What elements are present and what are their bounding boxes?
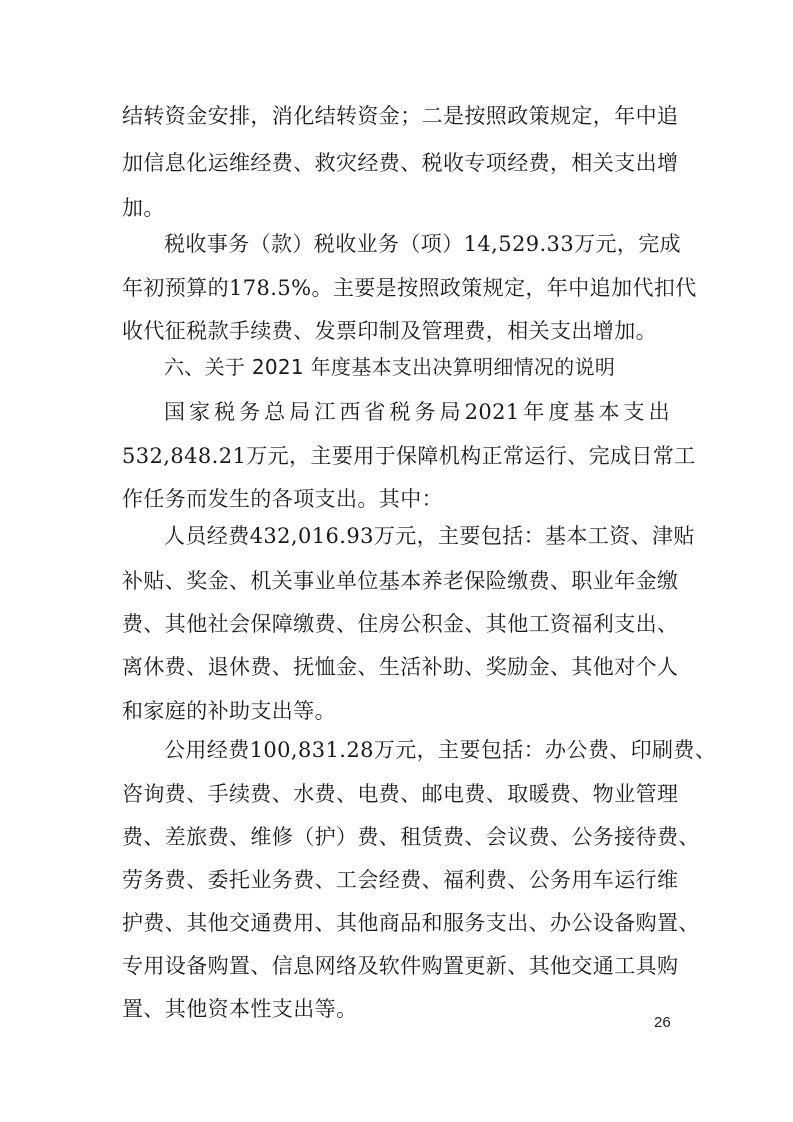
text-line: 护费、其他交通费用、其他商品和服务支出、办公设备购置、	[122, 911, 700, 935]
text-line: 费、其他社会保障缴费、住房公积金、其他工资福利支出、	[122, 612, 679, 636]
text-line: 劳务费、委托业务费、工会经费、福利费、公务用车运行维	[122, 868, 679, 892]
text-line: 加。	[122, 196, 165, 220]
text-line: 补贴、奖金、机关事业单位基本养老保险缴费、职业年金缴	[122, 569, 679, 593]
text-line: 结转资金安排，消化结转资金；二是按照政策规定，年中追	[122, 104, 679, 128]
text-line: 作任务而发生的各项支出。其中：	[122, 487, 443, 511]
text-line: 收代征税款手续费、发票印制及管理费，相关支出增加。	[122, 319, 657, 343]
text-line: 加信息化运维经费、救灾经费、税收专项经费，相关支出增	[122, 151, 679, 175]
section-heading: 六、关于 2021 年度基本支出决算明细情况的说明	[164, 355, 616, 379]
text-line: 国家税务总局江西省税务局2021年度基本支出	[164, 400, 670, 424]
text-line: 税收事务（款）税收业务（项）14,529.33万元，完成	[164, 232, 682, 256]
text-line: 532,848.21万元，主要用于保障机构正常运行、完成日常工	[122, 444, 696, 468]
text-line: 置、其他资本性支出等。	[122, 997, 358, 1021]
text-line: 和家庭的补助支出等。	[122, 699, 336, 723]
page-number: 26	[654, 1014, 671, 1031]
text-line: 专用设备购置、信息网络及软件购置更新、其他交通工具购	[122, 954, 679, 978]
text-line: 费、差旅费、维修（护）费、租赁费、会议费、公务接待费、	[122, 825, 700, 849]
text-line: 咨询费、手续费、水费、电费、邮电费、取暖费、物业管理	[122, 782, 679, 806]
text-line: 年初预算的178.5%。主要是按照政策规定，年中追加代扣代	[122, 276, 697, 300]
text-line: 离休费、退休费、抚恤金、生活补助、奖励金、其他对个人	[122, 655, 679, 679]
text-line: 公用经费100,831.28万元，主要包括：办公费、印刷费、	[164, 738, 717, 762]
text-line: 人员经费432,016.93万元，主要包括：基本工资、津贴	[164, 524, 695, 548]
